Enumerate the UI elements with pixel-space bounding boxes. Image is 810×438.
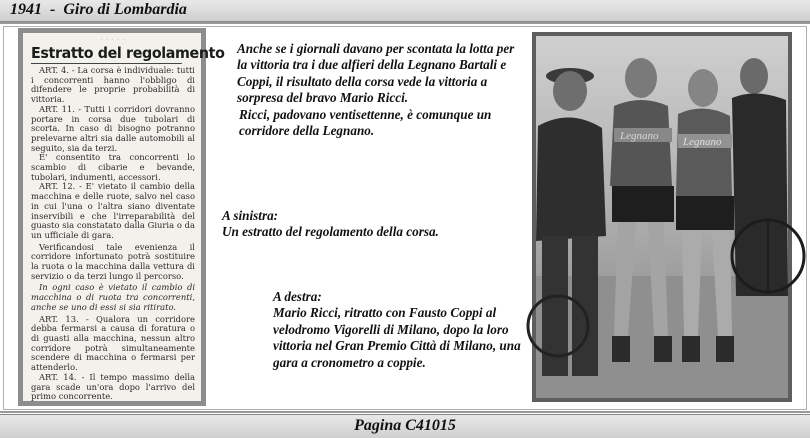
clipping-paragraph: ART. 13. - Qualora un corridore debba fermarsi a causa di foratura o di guasti alla macchina, nessun altro corridore potrà simultaneamente scendere di macchina o fermarsi per attenderlo. bbox=[31, 313, 195, 373]
clipping-paragraph: ART. 11. - Tutti i corridori dovranno portare in corsa due tubolari di scorta. In caso di bisogno potranno prelevarne altri sia dalle automobili al seguito, sia da terzi. bbox=[31, 103, 195, 153]
caption-right-text: Mario Ricci, ritratto con Fausto Coppi al velodromo Vigorelli di Milano, dopo la loro vittoria nel Gran Premio Città di Milano, una gara a cronometro a coppie. bbox=[273, 305, 521, 370]
jersey-text-ricci: Legnano bbox=[683, 136, 722, 148]
page-title: 1941 - Giro di Lombardia bbox=[10, 1, 187, 18]
page-header bbox=[0, 0, 810, 22]
caption-left-text: Un estratto del regolamento della corsa. bbox=[222, 224, 439, 240]
caption-intro bbox=[237, 41, 527, 139]
clipping-paragraph: ART. 4. - La corsa è individuale: tutti i concorrenti hanno l'obbligo di difendere le proprie probabilità di vittoria. bbox=[31, 65, 195, 105]
clipping-paragraph: Verificandosi tale evenienza il corridore infortunato potrà sostituire la ruota o la macchina dalla vettura di servizio o da terzi lungo il percorso. bbox=[31, 241, 195, 281]
clipping-paper bbox=[23, 33, 225, 402]
clipping-body bbox=[31, 66, 195, 402]
clipping-paragraph: E' consentito tra concorrenti lo scambio di cibarie e bevande, tubolari, indumenti, accessori. bbox=[31, 152, 195, 182]
page-footer bbox=[0, 414, 810, 438]
clipping-top-mark: · · · · · bbox=[100, 37, 126, 43]
caption-left bbox=[222, 208, 512, 241]
clipping-paragraph: ART. 14. - Il tempo massimo della gara scade un'ora dopo l'arrivo del primo concorrente. bbox=[31, 371, 195, 402]
cyclists-photo bbox=[536, 36, 788, 398]
historic-photo bbox=[532, 32, 792, 402]
caption-intro-text-2: Ricci, padovano ventisettenne, è comunque un corridore della Legnano. bbox=[239, 106, 492, 139]
header-divider bbox=[0, 22, 810, 24]
caption-right bbox=[273, 289, 533, 371]
caption-intro-text: Anche se i giornali davano per scontata la lotta per la vittoria tra i due alfieri della Legnano Bartali e Coppi, il risultato della corsa vede la vittoria a sorpresa del bravo Mario Ricci. bbox=[237, 41, 515, 106]
clipping-paragraph: In ogni caso è vietato il cambio di macchina o di ruota tra concorrenti, anche se uno di essi si sia ritirato. bbox=[31, 282, 195, 312]
page-label: Pagina C41015 bbox=[354, 417, 456, 434]
regulation-clipping bbox=[18, 28, 225, 406]
caption-left-heading: A sinistra: bbox=[222, 208, 279, 223]
caption-right-heading: A destra: bbox=[273, 289, 322, 304]
jersey-text-coppi: Legnano bbox=[620, 130, 659, 142]
footer-divider bbox=[0, 411, 810, 413]
clipping-title: Estratto del regolamento bbox=[31, 44, 225, 62]
clipping-paragraph: ART. 12. - E' vietato il cambio della macchina e delle ruote, salvo nel caso in cui l'una o l'altra siano diventate inservibili e che l'irreparabilità del guasto sia constatato dalla Giuria o da un ufficiale di gara. bbox=[31, 181, 195, 240]
